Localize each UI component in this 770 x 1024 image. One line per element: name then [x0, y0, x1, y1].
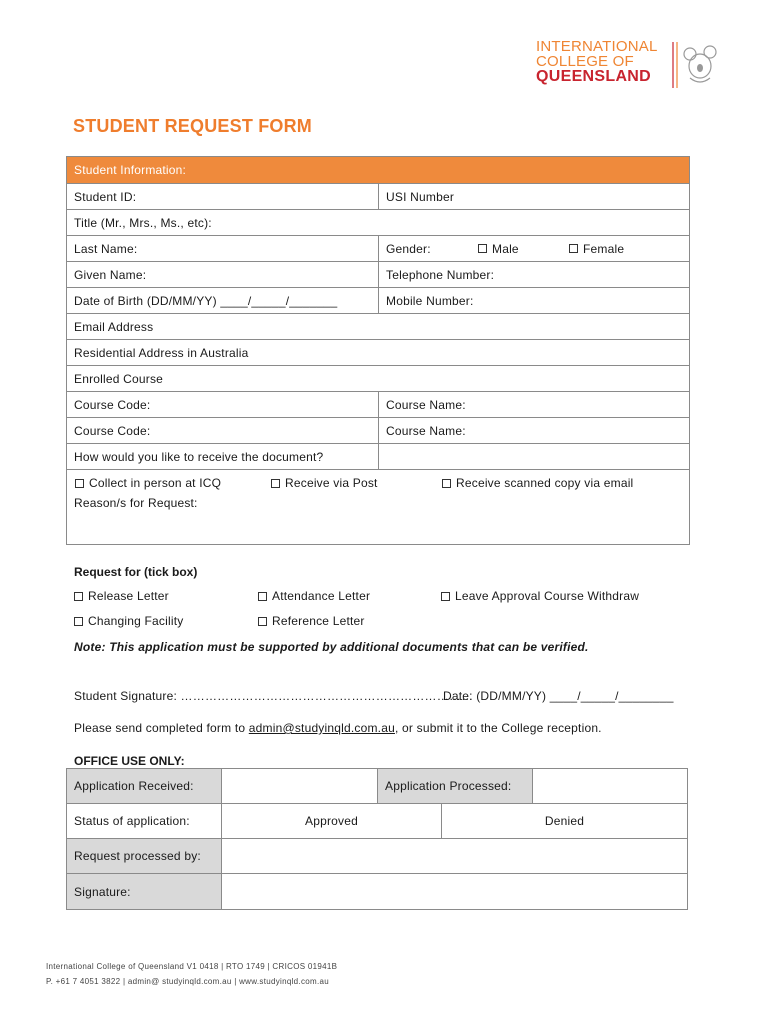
footer-line-2: P. +61 7 4051 3822 | admin@ studyinqld.com.au | www.studyinqld.com.au: [46, 977, 329, 986]
row-enrolled: [67, 366, 689, 392]
signature-input[interactable]: [222, 874, 687, 909]
enrolled-course-label: Enrolled Course: [74, 371, 164, 386]
release-letter-checkbox[interactable]: [74, 588, 169, 604]
male-label: Male: [492, 241, 519, 256]
changing-facility-checkbox[interactable]: [74, 613, 183, 629]
koala-icon: [670, 40, 720, 90]
checkbox-icon: [441, 592, 450, 601]
office-use-table: [66, 768, 688, 910]
title-field[interactable]: Title (Mr., Mrs., Ms., etc):: [74, 215, 212, 230]
student-info-header: [67, 157, 689, 184]
logo-line-1: INTERNATIONAL: [536, 38, 658, 55]
receive-answer-field[interactable]: [378, 444, 689, 469]
collect-checkbox[interactable]: [75, 470, 221, 496]
approved-option[interactable]: Approved: [222, 804, 442, 839]
student-signature-line[interactable]: Student Signature: ………………………………………………………………: [74, 689, 474, 703]
checkbox-icon: [569, 244, 578, 253]
form-title: STUDENT REQUEST FORM: [73, 116, 313, 136]
course-name-field[interactable]: Course Name:: [378, 392, 689, 417]
checkbox-icon: [271, 479, 280, 488]
email-field[interactable]: Email Address: [74, 319, 154, 334]
application-received-input[interactable]: [222, 769, 378, 804]
row-last-name: [67, 236, 689, 262]
reason-field[interactable]: Reason/s for Request:: [74, 496, 198, 510]
submission-instructions: [74, 721, 602, 735]
gender-label: Gender:: [386, 241, 431, 256]
row-student-id: [67, 184, 689, 210]
reference-letter-label: Reference Letter: [272, 614, 365, 628]
scanned-checkbox[interactable]: [442, 470, 633, 496]
changing-facility-label: Changing Facility: [88, 614, 184, 628]
female-checkbox[interactable]: [569, 236, 624, 261]
last-name-field[interactable]: Last Name:: [74, 241, 138, 256]
row-address: [67, 340, 689, 366]
checkbox-icon: [75, 479, 84, 488]
course-code-field[interactable]: Course Code:: [74, 397, 151, 412]
row-course-2: [67, 418, 689, 444]
logo-line-2: COLLEGE OF: [536, 53, 634, 70]
address-field[interactable]: Residential Address in Australia: [74, 345, 249, 360]
signature-label: Signature:: [67, 874, 222, 909]
denied-option[interactable]: Denied: [442, 804, 687, 839]
application-processed-label: Application Processed:: [378, 769, 533, 804]
release-letter-label: Release Letter: [88, 589, 169, 603]
dob-field[interactable]: Date of Birth (DD/MM/YY) ____/_____/_______: [74, 293, 338, 308]
footer-line-1: International College of Queensland V1 0418 | RTO 1749 | CRICOS 01941B: [46, 962, 338, 971]
checkbox-icon: [74, 592, 83, 601]
send-prefix: Please send completed form to: [74, 721, 249, 735]
checkbox-icon: [258, 617, 267, 626]
request-for-label: Request for (tick box): [74, 565, 198, 579]
leave-approval-checkbox[interactable]: [441, 588, 639, 604]
given-name-field[interactable]: Given Name:: [74, 267, 147, 282]
date-line[interactable]: Date: (DD/MM/YY) ____/_____/________: [443, 689, 674, 703]
receive-question-label: How would you like to receive the document?: [74, 449, 324, 464]
gender-field: [378, 236, 689, 261]
course-code-field[interactable]: Course Code:: [74, 423, 151, 438]
application-processed-input[interactable]: [533, 769, 687, 804]
course-name-field[interactable]: Course Name:: [378, 418, 689, 443]
male-checkbox[interactable]: [478, 236, 519, 261]
row-email: [67, 314, 689, 340]
student-id-field[interactable]: Student ID:: [74, 189, 137, 204]
scanned-label: Receive scanned copy via email: [456, 476, 634, 490]
processed-by-input[interactable]: [222, 839, 687, 874]
checkbox-icon: [442, 479, 451, 488]
row-receive-question: [67, 444, 689, 470]
collect-label: Collect in person at ICQ: [89, 476, 222, 490]
status-label: Status of application:: [67, 804, 222, 839]
application-received-label: Application Received:: [67, 769, 222, 804]
reference-letter-checkbox[interactable]: [258, 613, 365, 629]
send-suffix: , or submit it to the College reception.: [394, 721, 602, 735]
student-info-table: [66, 156, 690, 545]
logo-line-3: QUEENSLAND: [536, 68, 652, 85]
attendance-letter-label: Attendance Letter: [272, 589, 371, 603]
office-use-label: OFFICE USE ONLY:: [74, 754, 185, 768]
usi-number-field[interactable]: USI Number: [378, 184, 689, 209]
leave-approval-label: Leave Approval Course Withdraw: [455, 589, 640, 603]
processed-by-label: Request processed by:: [67, 839, 222, 874]
student-info-header-label: Student Information:: [74, 163, 187, 177]
checkbox-icon: [74, 617, 83, 626]
row-given-name: [67, 262, 689, 288]
female-label: Female: [583, 241, 625, 256]
telephone-field[interactable]: Telephone Number:: [378, 262, 689, 287]
mobile-field[interactable]: Mobile Number:: [378, 288, 689, 313]
checkbox-icon: [478, 244, 487, 253]
post-checkbox[interactable]: [271, 470, 378, 496]
attendance-letter-checkbox[interactable]: [258, 588, 370, 604]
supporting-documents-note: Note: This application must be supported by additional documents that can be verified.: [74, 640, 589, 654]
admin-email-link[interactable]: admin@studyinqld.com.au: [248, 721, 395, 735]
row-title: [67, 210, 689, 236]
post-label: Receive via Post: [285, 476, 378, 490]
row-reason: [67, 470, 689, 544]
college-logo: [536, 39, 658, 84]
checkbox-icon: [258, 592, 267, 601]
row-course-1: [67, 392, 689, 418]
row-dob: [67, 288, 689, 314]
